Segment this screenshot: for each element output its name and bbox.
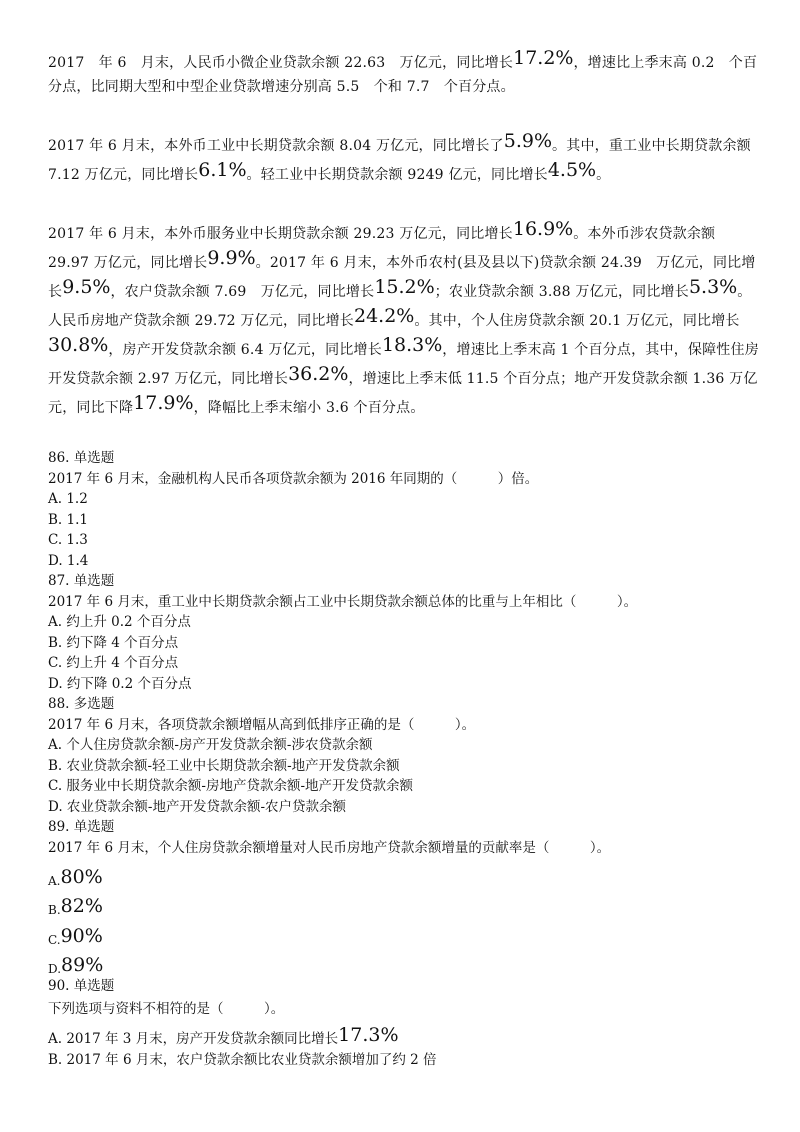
percent-value: 36.2% [288,363,349,385]
option-b[interactable]: B. 农业贷款余额-轻工业中长期贷款余额-地产开发贷款余额 [48,757,400,774]
option-label: A. [48,873,61,888]
option-label: D. [48,962,62,976]
text: 。 [596,167,611,183]
option-b[interactable]: B. 2017 年 6 月末，农户贷款余额比农业贷款余额增加了约 2 倍 [48,1051,437,1068]
text: 。2017 年 6 月末，本外币农村(县及县以下)贷款余额 24.39 万亿元，同比增长 [48,255,756,300]
percent-value: 16.9% [512,218,574,240]
text: 。其中，个人住房贷款余额 20.1 万亿元，同比增长 [414,313,740,329]
question-header: 86. 单选题 [48,450,115,466]
passage-paragraph-2 [48,129,760,187]
question-88 [48,694,760,817]
option-a[interactable]: A. 约上升 0.2 个百分点 [48,614,191,630]
question-stem: 2017 年 6 月末，个人住房贷款余额增量对人民币房地产贷款余额增量的贡献率是（ ）。 [48,839,611,856]
percent-value: 24.2% [353,305,415,327]
question-header: 90. 单选题 [48,978,115,994]
option-a[interactable]: A. 1.2 [48,491,88,507]
text: ，增速比上季末高 0.2 个百分点，比同期大型和中型企业贷款增速分别高 5.5 个和 7.7 个百分点。 [48,55,758,95]
percent-value: 17.2% [513,47,574,69]
text: ；农业贷款余额 3.88 万亿元，同比增长 [434,284,689,300]
passage-paragraph-1 [48,46,760,99]
question-86 [48,448,760,571]
text: ，房产开发贷款余额 6.4 万亿元，同比增长 [108,342,382,358]
option-value: 90% [60,924,103,947]
option-d[interactable] [48,947,760,977]
option-value: 80% [60,865,103,888]
option-c[interactable]: C. 1.3 [48,532,88,548]
option-c[interactable] [48,917,760,947]
option-a[interactable] [48,858,760,888]
text: 2017 年 6 月末，本外币服务业中长期贷款余额 29.23 万亿元，同比增长 [48,226,513,242]
option-b[interactable]: B. 1.1 [48,511,88,528]
text: 。人民币房地产贷款余额 29.72 万亿元，同比增长 [48,284,752,329]
text: 。其中，重工业中长期贷款余额 7.12 万亿元，同比增长 [48,138,751,183]
option-c[interactable]: C. 服务业中长期贷款余额-房地产贷款余额-地产开发贷款余额 [48,778,414,794]
question-87 [48,571,760,694]
text: 2017 年 6 月末，人民币小微企业贷款余额 22.63 万亿元，同比增长 [48,55,514,71]
question-90 [48,976,760,1070]
text: ，农户贷款余额 7.69 万亿元，同比增长 [110,284,375,300]
percent-value: 17.9% [133,392,194,414]
percent-value: 18.3% [381,334,443,356]
option-a[interactable]: A. 个人住房贷款余额-房产开发贷款余额-涉农贷款余额 [48,737,373,753]
text: ，降幅比上季末缩小 3.6 个百分点。 [193,400,425,416]
text: ，增速比上季末低 11.5 个百分点；地产开发贷款余额 1.36 万亿元，同比下降 [48,371,758,416]
percent-value: 15.2% [374,276,435,298]
option-text: A. 2017 年 3 月末，房产开发贷款余额同比增长 [48,1031,339,1047]
option-d[interactable]: D. 1.4 [48,552,89,569]
option-a[interactable] [48,1025,760,1050]
passage-paragraph-3 [48,217,760,420]
option-label: B. [48,903,61,917]
option-value: 89% [61,954,104,976]
percent-value: 5.3% [688,276,738,298]
question-header: 88. 多选题 [48,696,115,712]
question-stem: 2017 年 6 月末，金融机构人民币各项贷款余额为 2016 年同期的（ ）倍。 [48,470,539,487]
option-c[interactable]: C. 约上升 4 个百分点 [48,655,179,671]
percent-value: 30.8% [48,334,109,356]
document-page [48,46,760,1070]
percent-value: 4.5% [547,159,597,181]
text: ，增速比上季末高 1 个百分点，其中，保障性住房开发贷款余额 2.97 万亿元，同比增长 [48,342,759,387]
percent-value: 6.1% [198,159,247,181]
option-b[interactable]: B. 约下降 4 个百分点 [48,634,179,651]
option-value: 82% [60,895,103,917]
option-label: C. [48,932,61,947]
option-d[interactable]: D. 约下降 0.2 个百分点 [48,675,192,692]
percent-value: 9.5% [62,276,111,298]
question-stem: 下列选项与资料不相符的是（ ）。 [48,1000,285,1017]
text: 。轻工业中长期贷款余额 9249 亿元，同比增长 [246,167,548,183]
question-header: 87. 单选题 [48,573,115,589]
question-stem: 2017 年 6 月末，重工业中长期贷款余额占工业中长期贷款余额总体的比重与上年相比（ ）。 [48,593,638,610]
option-d[interactable]: D. 农业贷款余额-地产开发贷款余额-农户贷款余额 [48,798,347,815]
text: 。本外币涉农贷款余额 29.97 万亿元，同比增长 [48,226,716,271]
question-header: 89. 单选题 [48,819,115,835]
text: 2017 年 6 月末，本外币工业中长期贷款余额 8.04 万亿元，同比增长了 [48,138,504,154]
percent-value: 5.9% [503,130,553,152]
percent-value: 9.9% [207,247,256,269]
question-stem: 2017 年 6 月末，各项贷款余额增幅从高到低排序正确的是（ ）。 [48,716,476,733]
option-value: 17.3% [338,1024,399,1046]
option-b[interactable] [48,888,760,918]
question-89 [48,817,760,976]
